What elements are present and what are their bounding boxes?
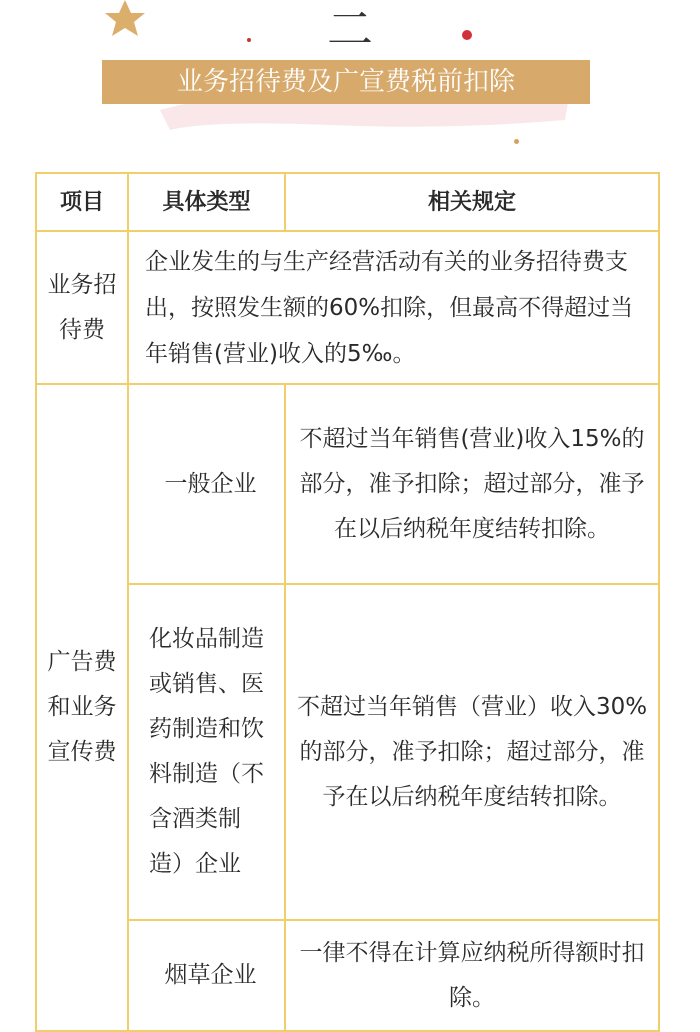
header-type: 具体类型 <box>128 173 285 231</box>
row-item-advertising: 广告费和业务宣传费 <box>36 384 128 1031</box>
rule-tobacco: 一律不得在计算应纳税所得额时扣除。 <box>285 920 659 1031</box>
header-rule: 相关规定 <box>285 173 659 231</box>
decor-dot <box>247 38 251 42</box>
table-header-row <box>36 173 659 231</box>
decor-dot <box>514 139 519 144</box>
table-row <box>36 584 659 920</box>
section-banner <box>102 60 590 104</box>
section-title: 业务招待费及广宣费税前扣除 <box>176 67 515 97</box>
type-cosmetics-pharma: 化妆品制造或销售、医药制造和饮料制造（不含酒类制造）企业 <box>128 584 285 920</box>
header-item: 项目 <box>36 173 128 231</box>
type-tobacco: 烟草企业 <box>128 920 285 1031</box>
star-decoration-icon <box>100 0 150 40</box>
row-item-entertainment: 业务招待费 <box>36 231 128 384</box>
section-number: 二 <box>327 2 373 56</box>
deduction-table <box>35 172 660 1032</box>
rule-cosmetics-pharma: 不超过当年销售（营业）收入30%的部分，准予扣除；超过部分，准予在以后纳税年度结转扣除。 <box>285 584 659 920</box>
table-row <box>36 384 659 583</box>
table-row <box>36 231 659 384</box>
type-general: 一般企业 <box>128 384 285 583</box>
decor-dot <box>462 30 472 40</box>
table-row <box>36 920 659 1031</box>
rule-general: 不超过当年销售(营业)收入15%的部分，准予扣除；超过部分，准予在以后纳税年度结转扣除。 <box>285 384 659 583</box>
row-rule-entertainment: 企业发生的与生产经营活动有关的业务招待费支出，按照发生额的60%扣除，但最高不得超过当年销售(营业)收入的5‰。 <box>128 231 659 384</box>
